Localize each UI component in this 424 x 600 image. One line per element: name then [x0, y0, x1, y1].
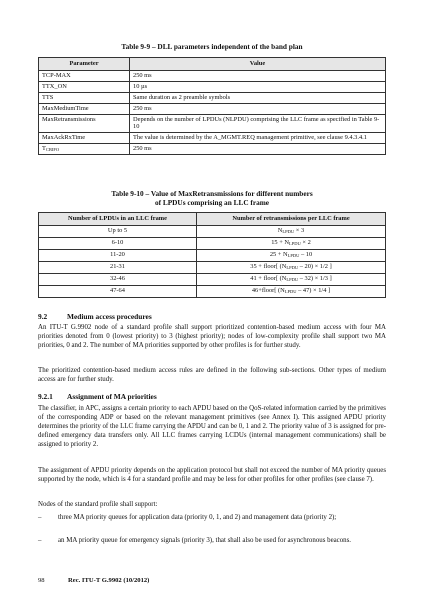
formula-cell	[197, 273, 386, 285]
formula-text: – 47) × 1/4 ]	[296, 286, 331, 294]
table-9-10	[38, 212, 386, 298]
formula-subscript: LPDU	[286, 276, 299, 282]
lpdu-range-cell: 21-31	[39, 261, 197, 273]
table-row	[39, 81, 386, 92]
table-row	[39, 70, 386, 81]
table-row	[39, 285, 386, 297]
formula-text: × 3	[294, 226, 305, 234]
list-item	[38, 514, 386, 523]
table-9-9-caption: Table 9-9 – DLL parameters independent of the band plan	[121, 42, 303, 51]
formula-text: – 20) × 1/2 ]	[298, 262, 332, 270]
parameter-cell	[39, 143, 130, 155]
column-header: Parameter	[39, 58, 130, 71]
body-paragraph: An ITU-T G.9902 node of a standard profile shall support prioritized contention-based medium access with four MA priorities denoted from 0 (lowest priority) to 3 (highest priority); nodes of low-complexity profile shall support two MA priorities, 0 and 2. The number of MA priorities supported by other profiles is for further study.	[38, 324, 386, 349]
section-number: 9.2.1	[38, 392, 53, 401]
body-paragraph: Nodes of the standard profile shall support:	[38, 501, 158, 508]
column-header: Value	[130, 58, 386, 71]
lpdu-range-cell: Up to 5	[39, 225, 197, 237]
list-item-text: an MA priority queue for emergency signals (priority 3), that shall also be used for asynchronous beacons.	[58, 537, 352, 544]
formula-subscript: LPDU	[287, 252, 300, 258]
table-9-10-caption	[38, 189, 386, 207]
formula-cell	[197, 237, 386, 249]
parameter-cell: MaxMediumTime	[39, 103, 130, 114]
parameter-main-text: T	[42, 144, 46, 152]
formula-text: 35 + floor[ (N	[250, 262, 287, 270]
value-cell: Same duration as 2 preamble symbols	[130, 92, 386, 103]
formula-subscript: LPDU	[282, 228, 295, 234]
body-paragraph: The prioritized contention-based medium access rules are defined in the following sub-sections. Other types of medium access are for further study.	[38, 367, 386, 383]
table-row	[39, 92, 386, 103]
value-cell: 250 ms	[130, 103, 386, 114]
table-header-row	[39, 213, 386, 226]
table-row	[39, 273, 386, 285]
table-header-row	[39, 58, 386, 71]
parameter-cell: TCP-MAX	[39, 70, 130, 81]
value-cell: 250 ms	[130, 143, 386, 155]
formula-text: 25 + N	[269, 250, 288, 258]
table-row	[39, 249, 386, 261]
section-number: 9.2	[38, 312, 48, 321]
list-dash: –	[38, 514, 42, 521]
lpdu-range-cell: 11-20	[39, 249, 197, 261]
formula-text: – 32) × 1/3 ]	[298, 274, 332, 282]
formula-text: 15 + N	[271, 238, 290, 246]
parameter-cell: TTS	[39, 92, 130, 103]
subsection-heading	[38, 392, 157, 401]
formula-text: N	[277, 226, 283, 234]
value-cell: The value is determined by the A_MGMT.REQ management primitive, see clause 9.4.3.4.1	[130, 132, 386, 143]
formula-subscript: LPDU	[286, 264, 299, 270]
table-row	[39, 261, 386, 273]
caption-line: Table 9-10 – Value of MaxRetransmissions for different numbers	[111, 189, 313, 198]
formula-cell	[197, 225, 386, 237]
formula-text: – 10	[299, 250, 313, 258]
formula-subscript: LPDU	[289, 240, 301, 246]
value-cell: Depends on the number of LPDUs (NLPDU) comprising the LLC frame as specified in Table 9-10	[130, 114, 386, 132]
formula-cell	[197, 249, 386, 261]
parameter-subscript: CBIFO	[45, 146, 60, 152]
lpdu-range-cell: 32-46	[39, 273, 197, 285]
formula-cell	[197, 285, 386, 297]
lpdu-range-cell: 6-10	[39, 237, 197, 249]
table-row	[39, 103, 386, 114]
value-cell: 10 µs	[130, 81, 386, 92]
parameter-cell: MaxAckRxTime	[39, 132, 130, 143]
lpdu-range-cell: 47-64	[39, 285, 197, 297]
formula-subscript: LPDU	[284, 288, 297, 294]
column-header: Number of retransmissions per LLC frame	[197, 213, 386, 226]
section-title: Medium access procedures	[67, 312, 152, 321]
value-cell: 250 ms	[130, 70, 386, 81]
document-reference: Rec. ITU-T G.9902 (10/2012)	[68, 577, 150, 584]
formula-text: 41 + floor[ (N	[250, 274, 287, 282]
table-row	[39, 237, 386, 249]
formula-cell	[197, 261, 386, 273]
column-header: Number of LPDUs in an LLC frame	[39, 213, 197, 226]
parameter-cell: TTX_ON	[39, 81, 130, 92]
table-row	[39, 132, 386, 143]
parameter-cell: MaxRetransmissions	[39, 114, 130, 132]
section-title: Assignment of MA priorities	[67, 392, 157, 401]
table-row	[39, 114, 386, 132]
formula-text: × 2	[300, 238, 311, 246]
list-item	[38, 537, 386, 546]
page-footer	[38, 577, 149, 585]
caption-line: of LPDUs comprising an LLC frame	[154, 198, 270, 207]
body-paragraph: The assignment of APDU priority depends on the application protocol but shall not exceed the number of MA priority queues supported by the node, which is 4 for a standard profile and may be less for other profiles for other profiles (see clause 7).	[38, 467, 386, 483]
table-9-9	[38, 57, 386, 155]
section-heading	[38, 312, 152, 321]
list-item-text: three MA priority queues for application data (priority 0, 1, and 2) and management data (priority 2);	[58, 514, 337, 521]
page-number: 98	[38, 577, 45, 584]
list-dash: –	[38, 537, 42, 544]
body-paragraph: The classifier, in APC, assigns a certain priority to each APDU based on the QoS-related information carried by the primitives of the corresponding ADP or based on the relevant management primitives (see Annex I). This assigned APDU priority determines the priority of the LLC frame carrying the APDU and can be 0, 1 and 2. The priority value of 3 is assigned for pre-defined emergency data transfers only. All LLC frames carrying LCDUs (internal management communications) shall be assigned to priority 2.	[38, 405, 386, 448]
table-row	[39, 225, 386, 237]
formula-text: 46+floor[ (N	[251, 286, 285, 294]
table-row	[39, 143, 386, 155]
